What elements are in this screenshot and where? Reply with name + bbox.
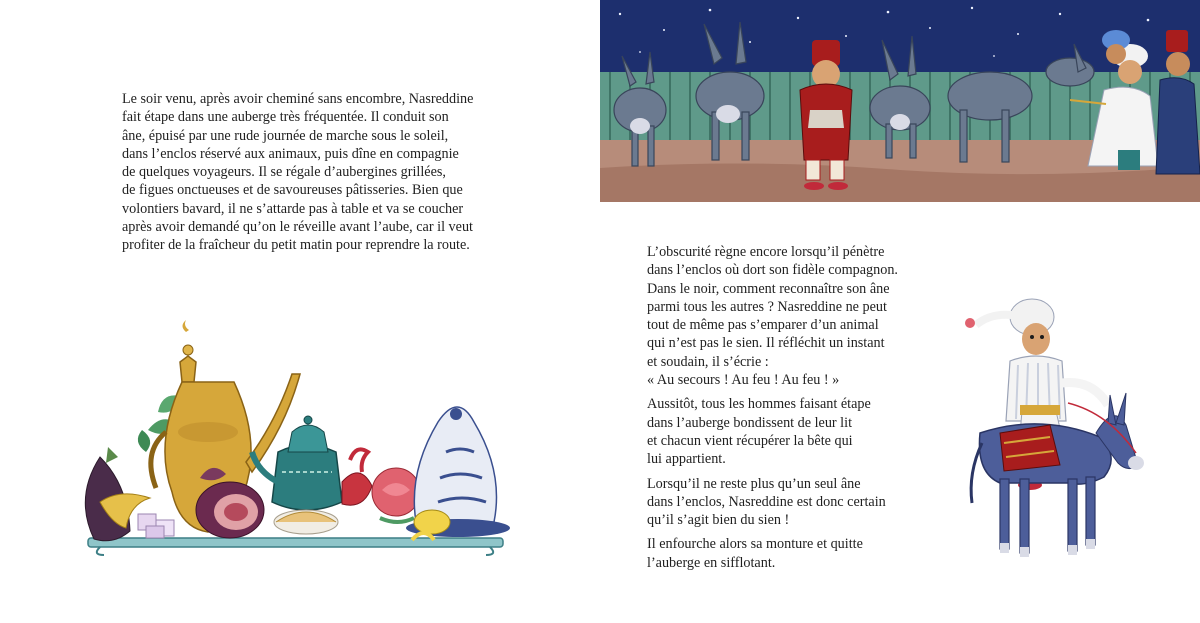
right-paragraph-1: L’obscurité règne encore lorsqu’il pénètre dans l’enclos où dort son fidèle compagnon. Dans le noir, comment reconnaître son âne parmi tous les autres ? Nasreddine ne peut tout de même pas s’emparer d’un animal qui n’est pas le sien. Il réfléchit un instant et soudain, il s’écrie : « Au secours ! Au feu ! Au feu ! » (647, 244, 898, 389)
night-scene-illustration (600, 0, 1200, 202)
right-paragraph-3: Lorsqu’il ne reste plus qu’un seul âne dans l’enclos, Nasreddine est donc certain qu’il s’agit bien du sien ! (647, 475, 886, 529)
right-page (600, 0, 1200, 623)
rider-on-donkey-illustration (950, 293, 1150, 575)
right-text-block (647, 243, 927, 578)
left-text-block (122, 90, 502, 255)
right-paragraph-2: Aussitôt, tous les hommes faisant étape dans l’auberge bondissent de leur lit et chacun vient récupérer la bête qui lui appartient. (647, 396, 871, 468)
left-paragraph: Le soir venu, après avoir cheminé sans encombre, Nasreddine fait étape dans une auberge très fréquentée. Il conduit son âne, épuisé par une rude journée de marche sous le soleil, dans l’enclos réservé aux animaux, puis dîne en compagnie de quelques voyageurs. Il se régale d’aubergines grillées, de figues onctueuses et de savoureuses pâtisseries. Bien que volontiers bavard, il ne s’attarde pas à table et va se coucher après avoir demandé qu’on le réveille avant l’aube, car il veut profiter de la fraîcheur du petit matin pour reprendre la route. (122, 91, 474, 254)
tableware-illustration (60, 282, 520, 612)
right-paragraph-4: Il enfourche alors sa monture et quitte l’auberge en sifflotant. (647, 536, 863, 571)
